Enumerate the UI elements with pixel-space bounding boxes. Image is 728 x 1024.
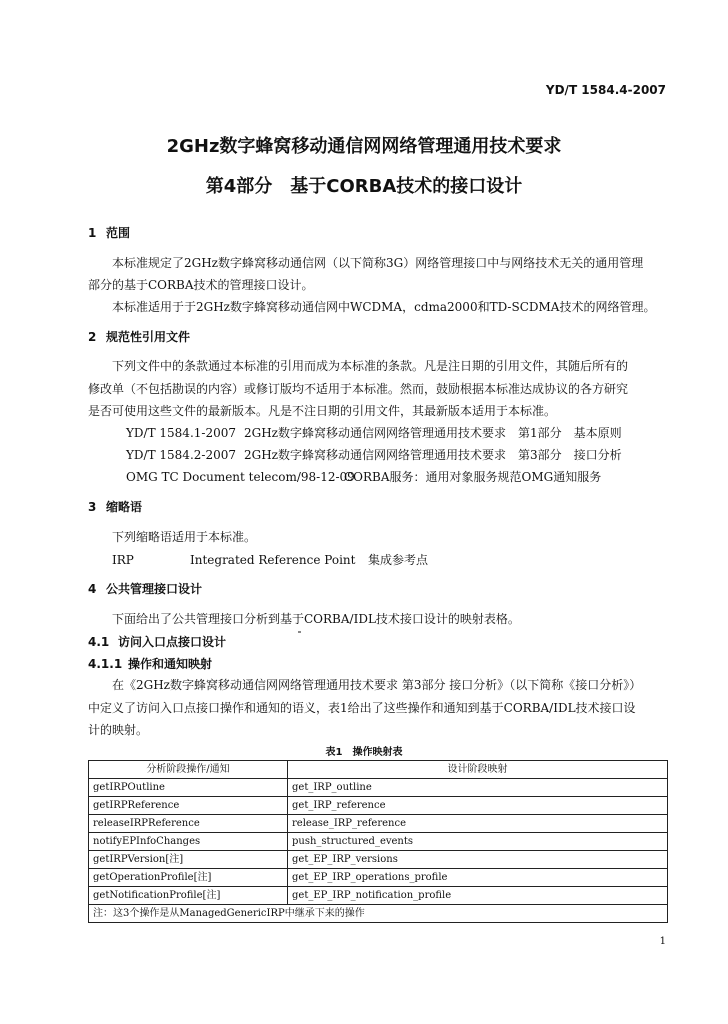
abbreviation-row [112, 551, 428, 568]
reference-title: 2GHz数字蜂窝移动通信网网络管理通用技术要求 第1部分 基本原则 [244, 426, 622, 440]
document-title-line1: 2GHz数字蜂窝移动通信网网络管理通用技术要求 [166, 136, 562, 157]
table-row [89, 815, 668, 833]
table-row [89, 851, 668, 869]
reference-id: OMG TC Document telecom/98-12-09 [126, 470, 355, 484]
reference-title: CORBA服务：通用对象服务规范OMG通知服务 [344, 470, 602, 484]
design-mapping: get_EP_IRP_notification_profile [288, 887, 668, 905]
operation-mapping-table [88, 760, 668, 923]
design-mapping: release_IRP_reference [288, 815, 668, 833]
table-row [89, 797, 668, 815]
table-note-row [89, 905, 668, 923]
column-header: 设计阶段映射 [288, 761, 668, 779]
section-number: 1 [88, 226, 97, 240]
reference-item [126, 468, 601, 485]
section-title: 缩略语 [106, 500, 143, 514]
section-4-1-heading [88, 633, 226, 650]
section-number: 4.1.1 [88, 657, 123, 671]
section-1-heading [88, 224, 130, 241]
paragraph: 在《2GHz数字蜂窝移动通信网网络管理通用技术要求 第3部分 接口分析》（以下简称《接口分析》） [112, 678, 642, 692]
reference-item [126, 446, 622, 463]
analysis-operation: getIRPVersion[注] [89, 851, 288, 869]
paragraph: 是否可使用这些文件的最新版本。凡是不注日期的引用文件，其最新版本适用于本标准。 [88, 404, 557, 418]
reference-id: YD/T 1584.1-2007 [126, 426, 236, 440]
document-title-line2: 第4部分 基于CORBA技术的接口设计 [205, 176, 523, 197]
section-number: 4 [88, 582, 97, 596]
analysis-operation: getIRPReference [89, 797, 288, 815]
paragraph: 下面给出了公共管理接口分析到基于CORBA/IDL技术接口设计的映射表格。 [112, 612, 520, 626]
document-id: YD/T 1584.4-2007 [545, 83, 666, 97]
column-header: 分析阶段操作/通知 [89, 761, 288, 779]
page-number: 1 [659, 936, 666, 947]
reference-title: 2GHz数字蜂窝移动通信网网络管理通用技术要求 第3部分 接口分析 [244, 448, 622, 462]
section-number: 4.1 [88, 635, 110, 649]
section-title: 范围 [106, 226, 131, 240]
design-mapping: push_structured_events [288, 833, 668, 851]
section-title: 操作和通知映射 [128, 657, 213, 671]
abbreviation-english: Integrated Reference Point [190, 553, 356, 567]
section-number: 2 [88, 330, 97, 344]
design-mapping: get_IRP_reference [288, 797, 668, 815]
analysis-operation: getNotificationProfile[注] [89, 887, 288, 905]
table-header-row [89, 761, 668, 779]
table-row [89, 887, 668, 905]
paragraph: 计的映射。 [88, 723, 149, 737]
abbreviation-chinese: 集成参考点 [368, 553, 429, 567]
section-4-heading [88, 580, 202, 597]
design-mapping: get_EP_IRP_versions [288, 851, 668, 869]
paragraph: 本标准规定了2GHz数字蜂窝移动通信网（以下简称3G）网络管理接口中与网络技术无关的通用管理 [112, 256, 644, 270]
section-title: 规范性引用文件 [106, 330, 191, 344]
paragraph: 本标准适用于于2GHz数字蜂窝移动通信网中WCDMA，cdma2000和TD-SCDMA技术的网络管理。 [112, 300, 656, 314]
reference-item [126, 424, 622, 441]
design-mapping: get_EP_IRP_operations_profile [288, 869, 668, 887]
paragraph: 下列缩略语适用于本标准。 [112, 530, 257, 544]
analysis-operation: getOperationProfile[注] [89, 869, 288, 887]
reference-id: YD/T 1584.2-2007 [126, 448, 236, 462]
scan-mark [298, 631, 301, 633]
section-2-heading [88, 328, 190, 345]
analysis-operation: notifyEPInfoChanges [89, 833, 288, 851]
analysis-operation: releaseIRPReference [89, 815, 288, 833]
table-row [89, 779, 668, 797]
section-title: 公共管理接口设计 [106, 582, 203, 596]
section-3-heading [88, 498, 142, 515]
table-row [89, 869, 668, 887]
table-caption: 表1 操作映射表 [325, 747, 403, 758]
section-title: 访问入口点接口设计 [118, 635, 227, 649]
table-note: 注：这3个操作是从ManagedGenericIRP中继承下来的操作 [89, 905, 668, 923]
paragraph: 下列文件中的条款通过本标准的引用而成为本标准的条款。凡是注日期的引用文件，其随后所有的 [112, 359, 629, 373]
abbreviation: IRP [112, 553, 134, 567]
paragraph: 部分的基于CORBA技术的管理接口设计。 [88, 278, 314, 292]
analysis-operation: getIRPOutline [89, 779, 288, 797]
design-mapping: get_IRP_outline [288, 779, 668, 797]
paragraph: 中定义了访问入口点接口操作和通知的语义，表1给出了这些操作和通知到基于CORBA/IDL技术接口设 [88, 701, 636, 715]
table-row [89, 833, 668, 851]
paragraph: 修改单（不包括勘误的内容）或修订版均不适用于本标准。然而，鼓励根据本标准达成协议的各方研究 [88, 382, 629, 396]
section-number: 3 [88, 500, 97, 514]
section-4-1-1-heading [88, 655, 212, 672]
